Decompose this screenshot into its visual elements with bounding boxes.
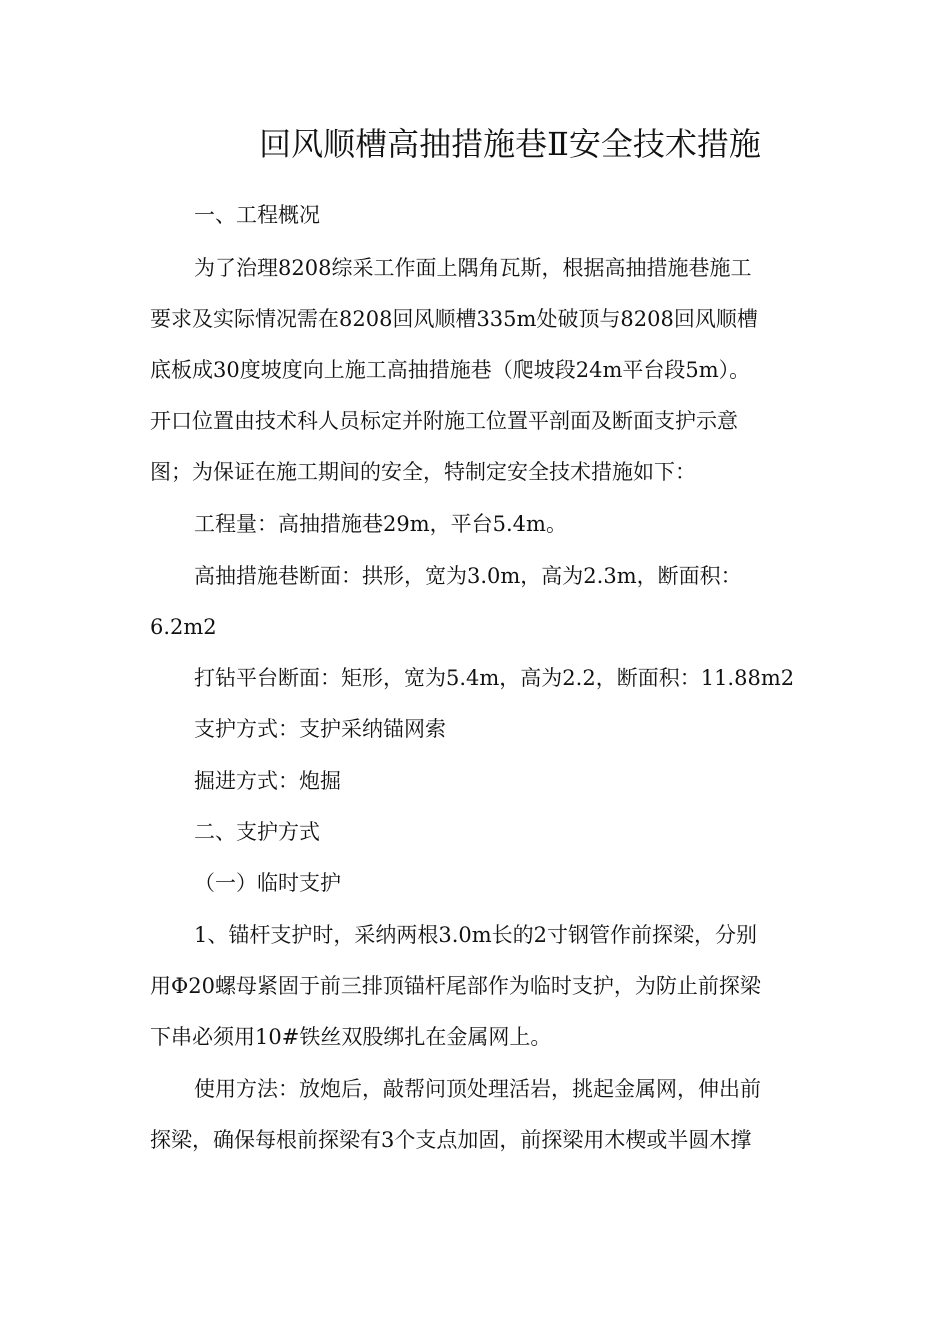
paragraph-line: 下串必须用10#铁丝双股绑扎在金属网上。 — [150, 1025, 552, 1049]
paragraph-line: 要求及实际情况需在8208回风顺槽335m处破顶与8208回风顺槽 — [150, 307, 758, 331]
roadway-section-line: 高抽措施巷断面：拱形，宽为3.0m，高为2.3m，断面积： — [194, 564, 742, 588]
section-heading-overview: 一、工程概况 — [194, 203, 320, 227]
section-heading-support: 二、支护方式 — [194, 820, 320, 844]
paragraph-line: 底板成30度坡度向上施工高抽措施巷（爬坡段24m平台段5m）。 — [150, 358, 751, 382]
platform-section-line: 打钻平台断面：矩形，宽为5.4m，高为2.2，断面积：11.88m2 — [194, 666, 795, 690]
roadway-section-area: 6.2m2 — [150, 615, 217, 639]
paragraph-line: 图；为保证在施工期间的安全，特制定安全技术措施如下： — [150, 460, 696, 484]
workload-line: 工程量：高抽措施巷29m，平台5.4m。 — [194, 512, 567, 536]
paragraph-line: 用Φ20螺母紧固于前三排顶锚杆尾部作为临时支护，为防止前探梁 — [150, 974, 761, 998]
excavation-method-line: 掘进方式：炮掘 — [194, 769, 341, 793]
support-method-line: 支护方式：支护采纳锚网索 — [194, 717, 446, 741]
paragraph-line: 为了治理8208综采工作面上隅角瓦斯，根据高抽措施巷施工 — [194, 256, 752, 280]
subsection-heading-temporary: （一）临时支护 — [194, 871, 341, 895]
paragraph-line: 开口位置由技术科人员标定并附施工位置平剖面及断面支护示意 — [150, 409, 738, 433]
paragraph-line: 探梁，确保每根前探梁有3个支点加固，前探梁用木楔或半圆木撑 — [150, 1128, 752, 1152]
paragraph-line: 使用方法：放炮后，敲帮问顶处理活岩，挑起金属网，伸出前 — [194, 1077, 761, 1101]
paragraph-line: 1、锚杆支护时，采纳两根3.0m长的2寸钢管作前探梁，分别 — [194, 923, 758, 947]
document-title: 回风顺槽高抽措施巷Ⅱ安全技术措施 — [259, 125, 761, 163]
